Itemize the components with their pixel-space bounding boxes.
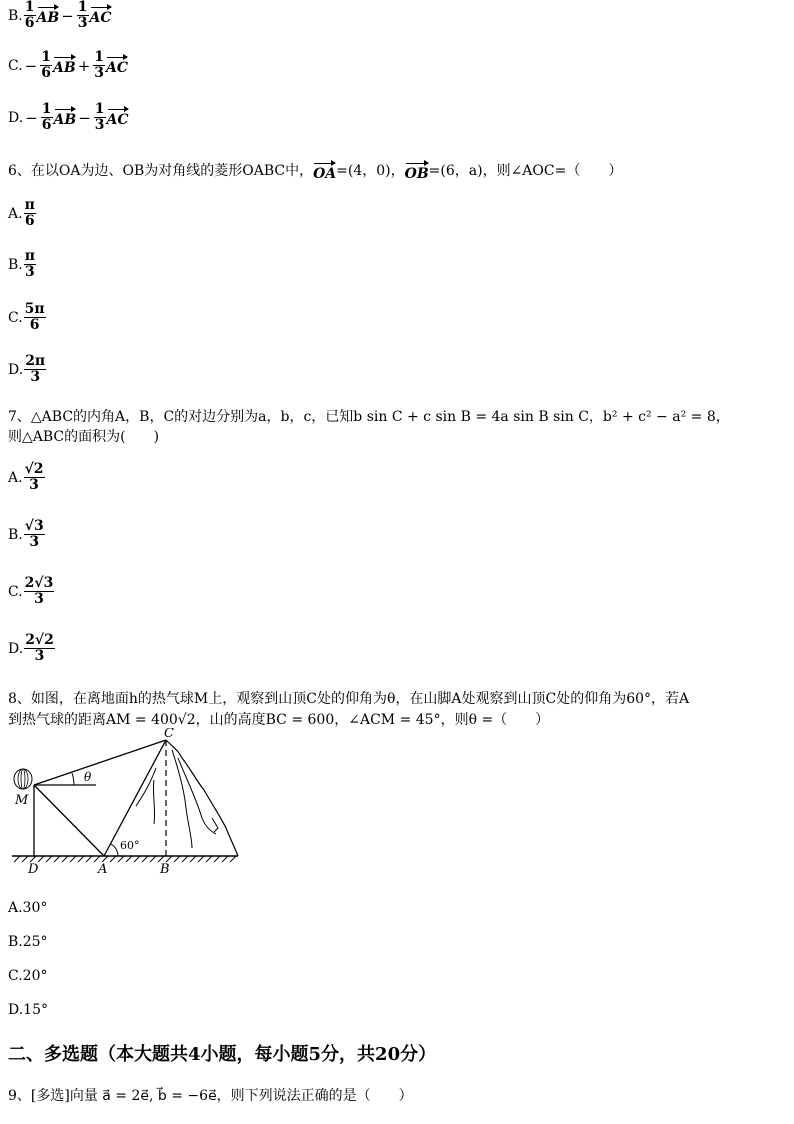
- fraction: $\frac{√2}{3}$: [24, 461, 44, 493]
- vector-ac: AC: [106, 55, 128, 76]
- vector-oa: OA: [313, 161, 336, 182]
- vector-ab: AB: [53, 55, 76, 76]
- q5-option-b: B. $\frac{1}{6}$ AB − $\frac{1}{3}$ AC: [8, 0, 112, 31]
- label-d: D: [28, 862, 39, 877]
- fraction: $\frac{5\pi}{6}$: [24, 301, 45, 333]
- q8-option-a: A.30°: [8, 900, 48, 916]
- vector-ab: AB: [54, 107, 77, 128]
- q5-option-c: C. − $\frac{1}{6}$ AB + $\frac{1}{3}$ AC: [8, 49, 129, 81]
- q8-stem-line1: 8、如图，在离地面h的热气球M上，观察到山顶C处的仰角为θ，在山脚A处观察到山顶C处的仰角为60°，若A: [8, 691, 690, 707]
- fraction: $\frac{\pi}{6}$: [24, 197, 35, 229]
- label-c: C: [164, 728, 174, 741]
- fraction: $\frac{2√3}{3}$: [24, 575, 54, 607]
- vector-ac: AC: [107, 107, 129, 128]
- fraction: $\frac{1}{6}$: [24, 0, 35, 31]
- q6-stem: 6、在以OA为边、OB为对角线的菱形OABC中，OA=(4，0)，OB=(6，a)，则∠AOC=（ ）: [8, 160, 622, 182]
- q8-option-c: C.20°: [8, 968, 48, 984]
- q7-option-b: B. $\frac{√3}{3}$: [8, 518, 44, 550]
- fraction: $\frac{1}{6}$: [41, 49, 51, 81]
- q7-option-c: C. $\frac{2√3}{3}$: [8, 575, 54, 607]
- vector-ob: OB: [405, 161, 429, 182]
- q6-option-a: A. $\frac{\pi}{6}$: [8, 197, 35, 229]
- section-title: 二、多选题（本大题共4小题，每小题5分，共20分）: [8, 1044, 437, 1065]
- q8-option-b: B.25°: [8, 934, 48, 950]
- q6-option-b: B. $\frac{\pi}{3}$: [8, 248, 35, 280]
- q8-option-d: D.15°: [8, 1002, 48, 1018]
- fraction: $\frac{2√2}{3}$: [25, 632, 54, 664]
- fraction: $\frac{2\pi}{3}$: [25, 353, 46, 385]
- label-a: A: [98, 862, 108, 877]
- label-60: 60°: [120, 839, 140, 852]
- q6-option-c: C. $\frac{5\pi}{6}$: [8, 301, 45, 333]
- fraction: $\frac{√3}{3}$: [24, 518, 44, 550]
- fraction: $\frac{1}{3}$: [94, 101, 105, 133]
- q7-stem-line1: 7、△ABC的内角A，B，C的对边分别为a，b，c，已知b sin C + c sin B = 4a sin B sin C，b² + c² − a² = 8，: [8, 409, 730, 425]
- fraction: $\frac{1}{6}$: [41, 101, 52, 133]
- q7-stem-line2: 则△ABC的面积为( ): [8, 429, 160, 445]
- q8-figure: [6, 728, 246, 878]
- q8-stem-line2: 到热气球的距离AM = 400√2，山的高度BC = 600，∠ACM = 45°，则θ =（ ）: [8, 712, 550, 728]
- fraction: $\frac{\pi}{3}$: [24, 248, 35, 280]
- vector-ac: AC: [90, 5, 112, 26]
- vector-ab: AB: [37, 5, 60, 26]
- q7-option-d: D. $\frac{2√2}{3}$: [8, 632, 54, 664]
- q5-option-d: D. − $\frac{1}{6}$ AB − $\frac{1}{3}$ AC: [8, 101, 129, 133]
- fraction: $\frac{1}{3}$: [77, 0, 88, 31]
- fraction: $\frac{1}{3}$: [94, 49, 105, 81]
- q6-option-d: D. $\frac{2\pi}{3}$: [8, 353, 46, 385]
- q7-option-a: A. $\frac{√2}{3}$: [8, 461, 44, 493]
- label-theta: θ: [84, 770, 92, 784]
- q9-stem: 9、[多选]向量 a⃗ = 2e⃗, b⃗ = −6e⃗，则下列说法正确的是（ ）: [8, 1088, 413, 1104]
- balloon-icon: [14, 769, 32, 789]
- label-m: M: [15, 793, 29, 808]
- label-b: B: [160, 862, 170, 877]
